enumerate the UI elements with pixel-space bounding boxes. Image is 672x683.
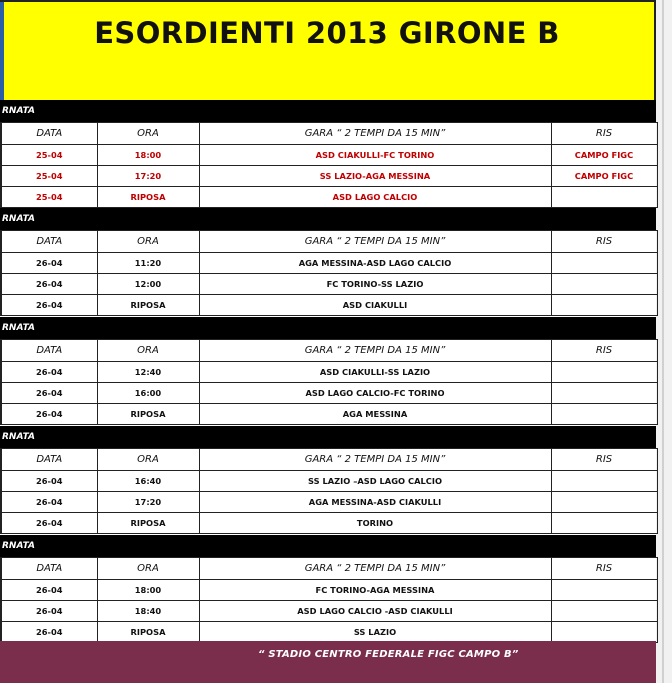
match-result (551, 601, 657, 622)
venue-text: “ STADIO CENTRO FEDERALE FIGC CAMPO B” (258, 649, 519, 660)
table-row (1, 513, 657, 534)
header-data: DATA (1, 449, 97, 471)
table-header-row (1, 449, 657, 471)
match-date: 26-04 (1, 513, 97, 534)
match-time: 18:00 (97, 145, 199, 166)
match-time: 18:00 (97, 580, 199, 601)
match-date: 26-04 (1, 274, 97, 295)
header-gara: GARA “ 2 TEMPI DA 15 MIN” (199, 231, 551, 253)
table-header-row (1, 558, 657, 580)
match-result (551, 471, 657, 492)
table-row (1, 383, 657, 404)
match-result (551, 187, 657, 208)
header-ora: ORA (97, 123, 199, 145)
header-ora: ORA (97, 340, 199, 362)
match-name: ASD CIAKULLI-SS LAZIO (199, 362, 551, 383)
table-row (1, 492, 657, 513)
match-name: SS LAZIO –ASD LAGO CALCIO (199, 471, 551, 492)
match-time: 17:20 (97, 492, 199, 513)
match-result (551, 513, 657, 534)
table-row (1, 601, 657, 622)
match-time: 12:40 (97, 362, 199, 383)
page-title: ESORDIENTI 2013 GIRONE B (94, 16, 560, 50)
right-page-edge (656, 0, 672, 683)
match-name: ASD CIAKULLI (199, 295, 551, 316)
match-result (551, 622, 657, 643)
match-name: AGA MESSINA (199, 404, 551, 425)
title-banner (0, 0, 656, 100)
header-ora: ORA (97, 231, 199, 253)
match-result (551, 580, 657, 601)
table-row (1, 187, 657, 208)
match-date: 26-04 (1, 580, 97, 601)
table-row (1, 166, 657, 187)
match-date: 25-04 (1, 187, 97, 208)
table-row (1, 145, 657, 166)
round-bar: RNATA (0, 208, 656, 230)
match-result (551, 274, 657, 295)
match-name: SS LAZIO (199, 622, 551, 643)
round-table (0, 122, 658, 208)
header-data: DATA (1, 231, 97, 253)
round-bar: RNATA (0, 100, 656, 122)
match-time: 18:40 (97, 601, 199, 622)
round-table (0, 339, 658, 425)
match-date: 26-04 (1, 253, 97, 274)
match-name: ASD LAGO CALCIO-FC TORINO (199, 383, 551, 404)
round-bar: RNATA (0, 426, 656, 448)
header-ris: RIS (551, 231, 657, 253)
header-gara: GARA “ 2 TEMPI DA 15 MIN” (199, 449, 551, 471)
match-name: FC TORINO-SS LAZIO (199, 274, 551, 295)
match-name: FC TORINO-AGA MESSINA (199, 580, 551, 601)
header-gara: GARA “ 2 TEMPI DA 15 MIN” (199, 340, 551, 362)
header-gara: GARA “ 2 TEMPI DA 15 MIN” (199, 123, 551, 145)
match-name: AGA MESSINA-ASD CIAKULLI (199, 492, 551, 513)
match-result (551, 362, 657, 383)
match-name: SS LAZIO-AGA MESSINA (199, 166, 551, 187)
table-row (1, 362, 657, 383)
match-name: ASD LAGO CALCIO (199, 187, 551, 208)
header-ris: RIS (551, 123, 657, 145)
header-ora: ORA (97, 449, 199, 471)
match-time: 16:00 (97, 383, 199, 404)
match-date: 25-04 (1, 145, 97, 166)
header-data: DATA (1, 340, 97, 362)
match-date: 26-04 (1, 492, 97, 513)
venue-footer (0, 641, 656, 683)
header-ris: RIS (551, 558, 657, 580)
table-row (1, 253, 657, 274)
match-time: RIPOSA (97, 622, 199, 643)
match-result (551, 295, 657, 316)
table-row (1, 622, 657, 643)
match-time: RIPOSA (97, 513, 199, 534)
match-date: 25-04 (1, 166, 97, 187)
match-time: 11:20 (97, 253, 199, 274)
match-result: CAMPO FIGC (551, 145, 657, 166)
match-name: ASD LAGO CALCIO -ASD CIAKULLI (199, 601, 551, 622)
header-gara: GARA “ 2 TEMPI DA 15 MIN” (199, 558, 551, 580)
round-bar: RNATA (0, 317, 656, 339)
round-table (0, 230, 658, 316)
match-date: 26-04 (1, 295, 97, 316)
round-bar: RNATA (0, 535, 656, 557)
round-table (0, 557, 658, 643)
match-result (551, 492, 657, 513)
match-result: CAMPO FIGC (551, 166, 657, 187)
match-time: RIPOSA (97, 295, 199, 316)
header-ris: RIS (551, 340, 657, 362)
match-time: 12:00 (97, 274, 199, 295)
table-row (1, 580, 657, 601)
match-time: 16:40 (97, 471, 199, 492)
match-name: ASD CIAKULLI-FC TORINO (199, 145, 551, 166)
table-header-row (1, 123, 657, 145)
match-date: 26-04 (1, 362, 97, 383)
table-header-row (1, 340, 657, 362)
match-date: 26-04 (1, 404, 97, 425)
match-time: RIPOSA (97, 187, 199, 208)
table-row (1, 471, 657, 492)
match-time: RIPOSA (97, 404, 199, 425)
match-date: 26-04 (1, 601, 97, 622)
table-row (1, 274, 657, 295)
match-name: TORINO (199, 513, 551, 534)
table-header-row (1, 231, 657, 253)
match-result (551, 404, 657, 425)
table-row (1, 295, 657, 316)
round-table (0, 448, 658, 534)
header-data: DATA (1, 558, 97, 580)
header-ora: ORA (97, 558, 199, 580)
header-ris: RIS (551, 449, 657, 471)
match-name: AGA MESSINA-ASD LAGO CALCIO (199, 253, 551, 274)
match-date: 26-04 (1, 622, 97, 643)
table-row (1, 404, 657, 425)
match-time: 17:20 (97, 166, 199, 187)
match-result (551, 383, 657, 404)
header-data: DATA (1, 123, 97, 145)
match-result (551, 253, 657, 274)
match-date: 26-04 (1, 383, 97, 404)
match-date: 26-04 (1, 471, 97, 492)
